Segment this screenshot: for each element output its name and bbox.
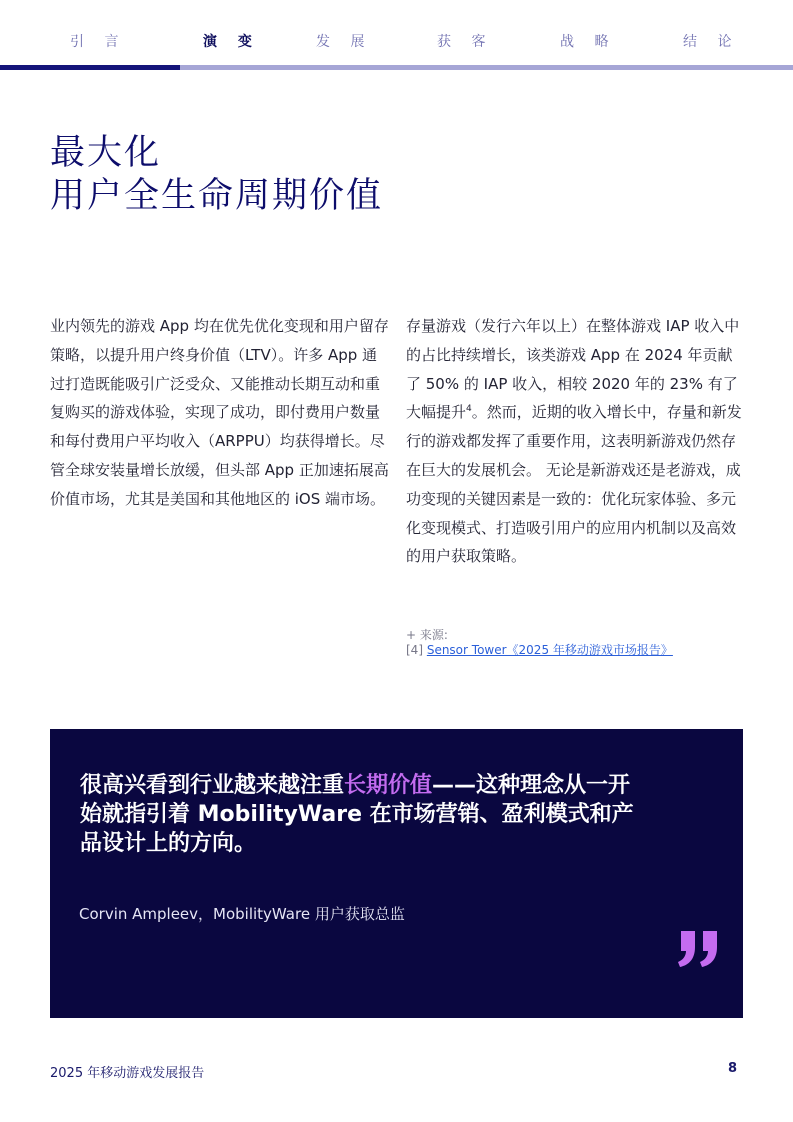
body-paragraph-left: 业内领先的游戏 App 均在优先优化变现和用户留存策略，以提升用户终身价值（LTV）。许多 App 通过打造既能吸引广泛受众、又能推动长期互动和重复购买的游戏体验，实现了成功，即付费用户数量和每付费用户平均收入（ARPPU）均获得增长。尽管全球安装量增长放缓，但头部 App 正加速拓展高价值市场，尤其是美国和其他地区的 iOS 端市场。 [50,317,389,508]
nav-tab-acquisition[interactable]: 获 客 [437,34,494,50]
quote-highlight: 长期价值 [344,773,433,798]
quote-text [80,771,640,858]
source-link[interactable]: Sensor Tower《2025 年移动游戏市场报告》 [426,643,673,657]
nav-tab-conclusion[interactable]: 结 论 [683,34,740,50]
source-note [406,628,673,658]
top-navigation [0,0,793,70]
footnote-marker[interactable]: 4 [466,404,472,415]
quote-author: Corvin Ampleev，MobilityWare 用户获取总监 [79,905,405,923]
page-number: 8 [727,1061,737,1076]
nav-tab-development[interactable]: 发 展 [316,34,373,50]
page-title-line-2: 用户全生命周期价值 [50,176,384,216]
nav-progress-active [0,65,180,70]
body-right-part-1: 存量游戏（发行六年以上）在整体游戏 IAP 收入中的占比持续增长，该类游戏 App 在 2024 年贡献了 50% 的 IAP 收入，相较 2020 年的 23% 有了大幅提升 [406,317,740,422]
quote-text-after: ——这种理念从一开始就指引着 MobilityWare 在市场营销、盈利模式和产品设计上的方向。 [80,773,634,856]
quote-text-before: 很高兴看到行业越来越注重 [80,773,345,798]
page-title-line-1: 最大化 [50,133,162,173]
nav-tab-evolution[interactable]: 演 变 [203,34,260,50]
nav-tab-introduction[interactable]: 引 言 [70,34,127,50]
source-ref: [4] [406,643,423,657]
nav-tab-strategy[interactable]: 战 略 [560,34,617,50]
quote-mark-icon [677,929,721,969]
quote-card [50,729,743,1018]
footer-report-title: 2025 年移动游戏发展报告 [50,1066,205,1081]
source-label: + 来源: [406,628,448,642]
page-title [50,132,383,218]
body-right-part-2: 。然而，近期的收入增长中，存量和新发行的游戏都发挥了重要作用，这表明新游戏仍然存在巨大的发展机会。 无论是新游戏还是老游戏，成功变现的关键因素是一致的：优化玩家体验、多元化变现模式、打造吸引用户的应用内机制以及高效的用户获取策略。 [406,403,742,566]
body-paragraph-right [406,312,742,571]
